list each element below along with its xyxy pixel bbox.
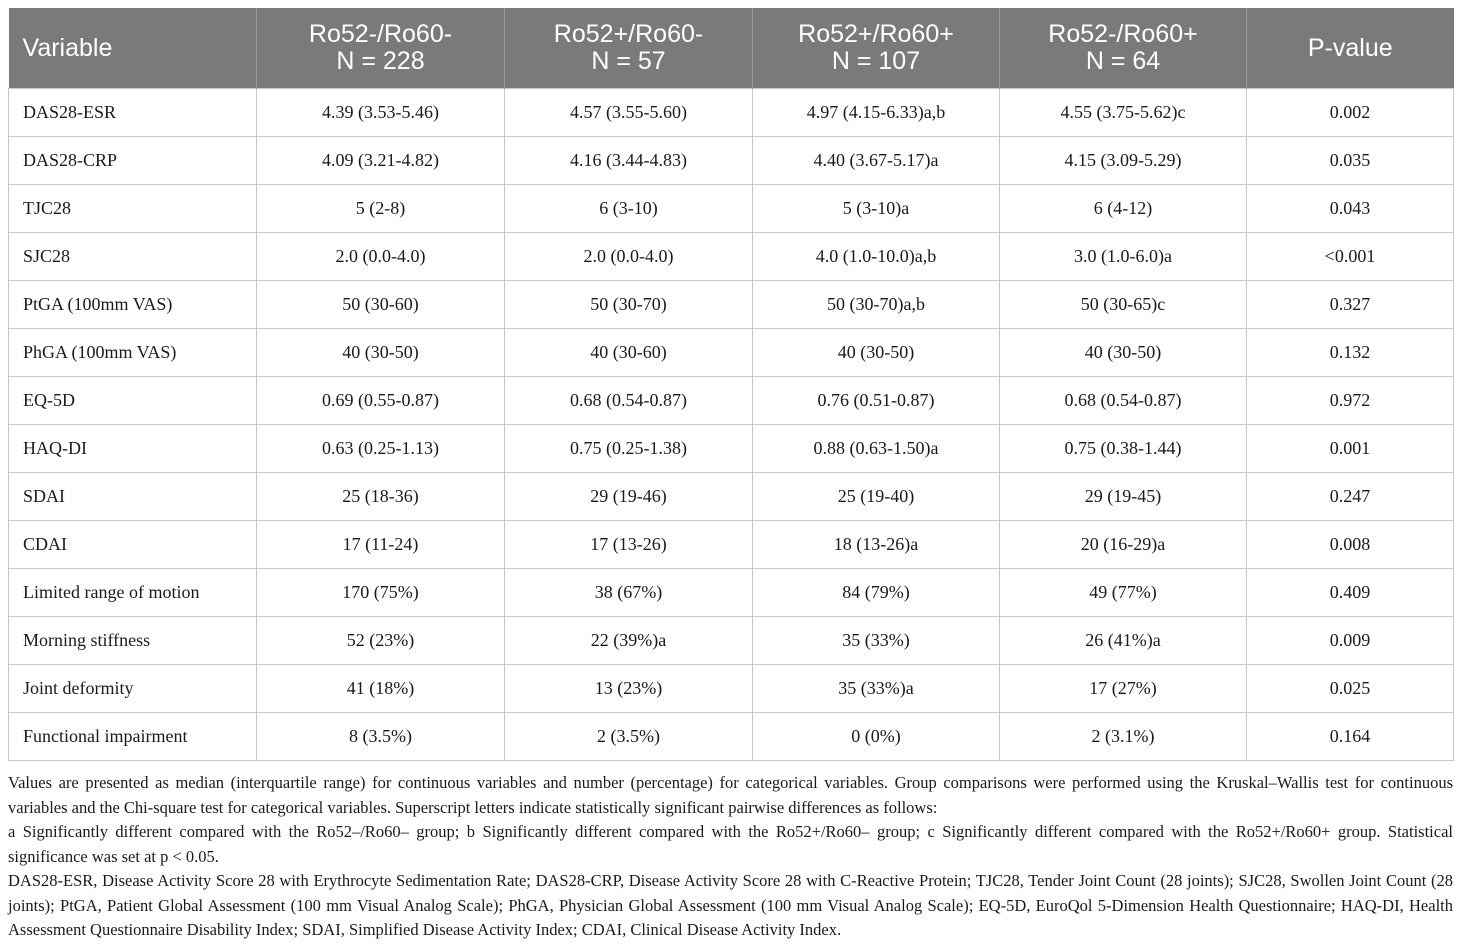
table-cell: 4.09 (3.21-4.82) — [257, 137, 505, 185]
row-label: Joint deformity — [9, 665, 257, 713]
row-label: HAQ-DI — [9, 425, 257, 473]
table-cell: 0.68 (0.54-0.87) — [1000, 377, 1247, 425]
row-label: CDAI — [9, 521, 257, 569]
table-cell: 0.008 — [1247, 521, 1454, 569]
table-cell: 0.001 — [1247, 425, 1454, 473]
table-cell: 20 (16-29)a — [1000, 521, 1247, 569]
table-cell: 35 (33%)a — [753, 665, 1000, 713]
table-cell: 84 (79%) — [753, 569, 1000, 617]
table-cell: 22 (39%)a — [505, 617, 753, 665]
table-cell: 0.972 — [1247, 377, 1454, 425]
table-cell: 35 (33%) — [753, 617, 1000, 665]
table-cell: 6 (4-12) — [1000, 185, 1247, 233]
table-row — [9, 185, 1454, 233]
table-cell: 50 (30-65)c — [1000, 281, 1247, 329]
column-header-line: Ro52-/Ro60- — [308, 20, 453, 48]
row-label: EQ-5D — [9, 377, 257, 425]
table-cell: 52 (23%) — [257, 617, 505, 665]
row-label: DAS28-CRP — [9, 137, 257, 185]
table-cell: 29 (19-45) — [1000, 473, 1247, 521]
table-row — [9, 425, 1454, 473]
table-row — [9, 137, 1454, 185]
table-cell: 0.009 — [1247, 617, 1454, 665]
table-cell: 4.16 (3.44-4.83) — [505, 137, 753, 185]
column-header-line: N = 228 — [336, 47, 425, 75]
table-cell: 5 (3-10)a — [753, 185, 1000, 233]
row-label: PtGA (100mm VAS) — [9, 281, 257, 329]
table-row — [9, 329, 1454, 377]
table-cell: 38 (67%) — [505, 569, 753, 617]
table-cell: 4.97 (4.15-6.33)a,b — [753, 89, 1000, 137]
table-cell: 50 (30-70) — [505, 281, 753, 329]
table-cell: 17 (13-26) — [505, 521, 753, 569]
row-label: TJC28 — [9, 185, 257, 233]
table-cell: 13 (23%) — [505, 665, 753, 713]
table-cell: 3.0 (1.0-6.0)a — [1000, 233, 1247, 281]
row-label: Limited range of motion — [9, 569, 257, 617]
table-cell: 2 (3.1%) — [1000, 713, 1247, 761]
row-label: SJC28 — [9, 233, 257, 281]
column-header-line: N = 57 — [591, 47, 666, 75]
column-header-ro52neg-ro60neg — [257, 8, 505, 89]
column-header-p-value — [1247, 8, 1454, 89]
table-cell: 40 (30-50) — [753, 329, 1000, 377]
table-row — [9, 473, 1454, 521]
table-cell: 0.75 (0.25-1.38) — [505, 425, 753, 473]
table-cell: 4.39 (3.53-5.46) — [257, 89, 505, 137]
table-cell: 50 (30-60) — [257, 281, 505, 329]
footnote-methods: Values are presented as median (interquartile range) for continuous variables and number (percentage) for categorical variables. Group comparisons were performed using the Kruskal–Wallis test for continuous variables and the Chi-square test for categorical variables. Superscript letters indicate statistically significant pairwise differences as follows: — [8, 773, 1453, 817]
row-label: SDAI — [9, 473, 257, 521]
column-header-line: N = 107 — [831, 47, 921, 75]
table-header — [9, 8, 1454, 89]
table-row — [9, 521, 1454, 569]
column-header-line: N = 64 — [1085, 47, 1161, 75]
table-cell: 0.164 — [1247, 713, 1454, 761]
document-page — [8, 8, 1453, 943]
table-row — [9, 377, 1454, 425]
table-cell: <0.001 — [1247, 233, 1454, 281]
table-cell: 25 (19-40) — [753, 473, 1000, 521]
row-label: PhGA (100mm VAS) — [9, 329, 257, 377]
table-cell: 0.75 (0.38-1.44) — [1000, 425, 1247, 473]
column-header-line: Ro52+/Ro60- — [553, 20, 704, 48]
table-cell: 2.0 (0.0-4.0) — [257, 233, 505, 281]
table-cell: 0.68 (0.54-0.87) — [505, 377, 753, 425]
column-header-line: Ro52+/Ro60+ — [798, 20, 954, 48]
row-label: DAS28-ESR — [9, 89, 257, 137]
table-cell: 2 (3.5%) — [505, 713, 753, 761]
table-cell: 5 (2-8) — [257, 185, 505, 233]
table-cell: 17 (27%) — [1000, 665, 1247, 713]
column-header-ro52neg-ro60pos — [1000, 8, 1247, 89]
results-table — [8, 8, 1454, 761]
table-cell: 170 (75%) — [257, 569, 505, 617]
table-cell: 6 (3-10) — [505, 185, 753, 233]
table-cell: 2.0 (0.0-4.0) — [505, 233, 753, 281]
table-cell: 49 (77%) — [1000, 569, 1247, 617]
table-cell: 0.409 — [1247, 569, 1454, 617]
table-cell: 40 (30-60) — [505, 329, 753, 377]
header-row — [9, 8, 1454, 89]
column-header-ro52pos-ro60neg — [505, 8, 753, 89]
table-cell: 4.0 (1.0-10.0)a,b — [753, 233, 1000, 281]
table-cell: 50 (30-70)a,b — [753, 281, 1000, 329]
table-row — [9, 233, 1454, 281]
table-cell: 4.15 (3.09-5.29) — [1000, 137, 1247, 185]
table-cell: 0.043 — [1247, 185, 1454, 233]
table-cell: 18 (13-26)a — [753, 521, 1000, 569]
table-cell: 0 (0%) — [753, 713, 1000, 761]
table-row — [9, 665, 1454, 713]
column-header-line: P-value — [1307, 33, 1393, 62]
table-cell: 29 (19-46) — [505, 473, 753, 521]
table-footnotes — [8, 771, 1453, 943]
row-label: Functional impairment — [9, 713, 257, 761]
table-cell: 8 (3.5%) — [257, 713, 505, 761]
table-cell: 0.327 — [1247, 281, 1454, 329]
column-header-variable — [9, 8, 257, 89]
table-cell: 25 (18-36) — [257, 473, 505, 521]
table-cell: 0.035 — [1247, 137, 1454, 185]
footnote-abbreviations: DAS28-ESR, Disease Activity Score 28 with Erythrocyte Sedimentation Rate; DAS28-CRP, Disease Activity Score 28 with C-Reactive Protein; TJC28, Tender Joint Count (28 joints); SJC28, Swollen Joint Count (28 joints); PtGA, Patient Global Assessment (100 mm Visual Analog Scale); PhGA, Physician Global Assessment (100 mm Visual Analog Scale); EQ-5D, EuroQol 5-Dimension Health Questionnaire; HAQ-DI, Health Assessment Questionnaire Disability Index; SDAI, Simplified Disease Activity Index; CDAI, Clinical Disease Activity Index. — [8, 871, 1453, 939]
table-cell: 26 (41%)a — [1000, 617, 1247, 665]
table-cell: 0.88 (0.63-1.50)a — [753, 425, 1000, 473]
table-cell: 0.002 — [1247, 89, 1454, 137]
row-label: Morning stiffness — [9, 617, 257, 665]
footnote-superscripts: a Significantly different compared with the Ro52–/Ro60– group; b Significantly different compared with the Ro52+/Ro60– group; c Significantly different compared with the Ro52+/Ro60+ group. Statistical significance was set at p < 0.05. — [8, 822, 1453, 866]
column-header-line: Variable — [22, 33, 113, 62]
table-cell: 40 (30-50) — [257, 329, 505, 377]
table-cell: 0.132 — [1247, 329, 1454, 377]
table-cell: 0.247 — [1247, 473, 1454, 521]
table-cell: 4.40 (3.67-5.17)a — [753, 137, 1000, 185]
table-cell: 0.76 (0.51-0.87) — [753, 377, 1000, 425]
column-header-line: Ro52-/Ro60+ — [1048, 20, 1198, 48]
table-row — [9, 569, 1454, 617]
table-cell: 40 (30-50) — [1000, 329, 1247, 377]
table-cell: 4.57 (3.55-5.60) — [505, 89, 753, 137]
table-cell: 0.63 (0.25-1.13) — [257, 425, 505, 473]
table-cell: 0.69 (0.55-0.87) — [257, 377, 505, 425]
table-row — [9, 713, 1454, 761]
table-body — [9, 89, 1454, 761]
table-cell: 4.55 (3.75-5.62)c — [1000, 89, 1247, 137]
table-cell: 17 (11-24) — [257, 521, 505, 569]
table-cell: 0.025 — [1247, 665, 1454, 713]
column-header-ro52pos-ro60pos — [753, 8, 1000, 89]
table-row — [9, 89, 1454, 137]
table-row — [9, 617, 1454, 665]
table-cell: 41 (18%) — [257, 665, 505, 713]
table-row — [9, 281, 1454, 329]
